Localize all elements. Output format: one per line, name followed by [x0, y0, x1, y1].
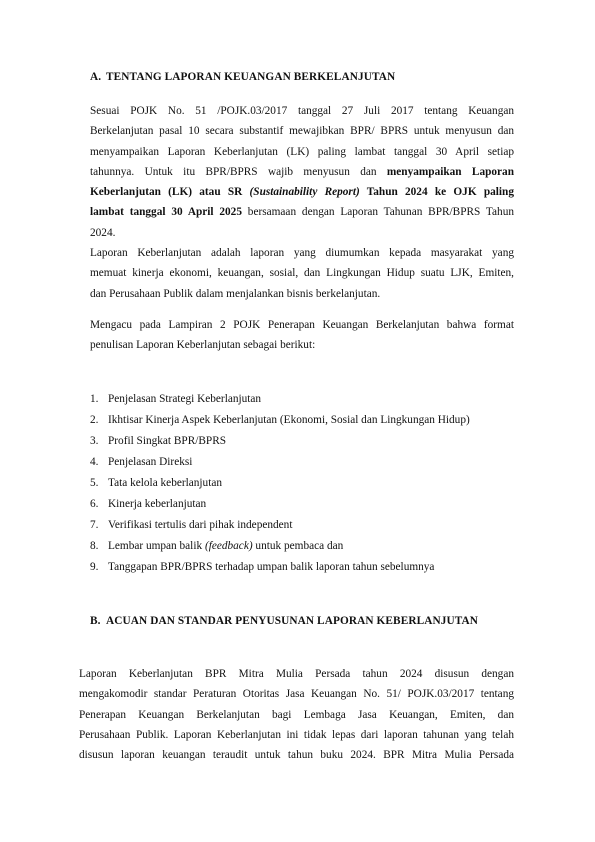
text-line: Laporan Keberlanjutan BPR Mitra Mulia Persada tahun 2024 disusun dengan: [79, 668, 514, 680]
section-b-number: B.: [90, 615, 101, 627]
list-text: Kinerja keberlanjutan: [108, 498, 207, 510]
list-text: Tata kelola keberlanjutan: [108, 477, 223, 489]
list-text: Tanggapan BPR/BPRS terhadap umpan balik laporan tahun sebelumnya: [108, 561, 435, 573]
text-line: Mengacu pada Lampiran 2 POJK Penerapan Keuangan Berkelanjutan bahwa format: [90, 319, 514, 331]
section-a-title: TENTANG LAPORAN KEUANGAN BERKELANJUTAN: [106, 71, 396, 83]
section-a-heading: [90, 71, 395, 83]
list-text: Penjelasan Strategi Keberlanjutan: [108, 393, 262, 405]
bold-text: Tahun 2024 ke OJK paling: [359, 186, 514, 199]
bold-text: menyampaikan Laporan: [386, 165, 514, 178]
list-text: Verifikasi tertulis dari pihak independent: [108, 519, 293, 531]
section-b-heading: [90, 615, 478, 627]
list-number: 4.: [90, 456, 99, 468]
italic-text: (feedback): [204, 540, 253, 552]
list-item: [90, 455, 470, 476]
text-line: [90, 202, 514, 222]
list-text: Profil Singkat BPR/BPRS: [108, 435, 227, 447]
text-line: [90, 162, 514, 182]
bold-italic-text: (Sustainability Report): [249, 186, 360, 199]
list-number: 9.: [90, 561, 99, 573]
section-a-paragraph-1: [90, 101, 514, 243]
list-number: 8.: [90, 540, 99, 552]
list-text: untuk pembaca dan: [252, 540, 344, 552]
list-item: [90, 413, 470, 434]
text-line: menyampaikan Laporan Keberlanjutan (LK) paling lambat tanggal 30 April setiap: [90, 145, 514, 158]
text-line: Perusahaan Publik. Laporan Keberlanjutan ini tidak lepas dari laporan tahunan yang telah: [79, 728, 514, 741]
text-line: [90, 182, 514, 202]
list-item: [90, 539, 470, 560]
list-item: [90, 497, 470, 518]
list-item: [90, 560, 470, 581]
section-a-paragraph-3: [90, 315, 514, 356]
section-a-paragraph-2: [90, 243, 514, 304]
report-format-list: [90, 392, 470, 581]
text-line: mengakomodir standar Peraturan Otoritas Jasa Keuangan No. 51/ POJK.03/2017 tentang: [79, 688, 514, 701]
text-line: Berkelanjutan pasal 10 secara substantif mewajibkan BPR/ BPRS untuk menyusun dan: [90, 125, 514, 138]
text-line: penulisan Laporan Keberlanjutan sebagai berikut:: [90, 339, 316, 352]
list-text: Lembar umpan balik: [108, 540, 205, 552]
list-item: [90, 476, 470, 497]
list-text: Penjelasan Direksi: [108, 456, 193, 468]
section-b-title: ACUAN DAN STANDAR PENYUSUNAN LAPORAN KEBERLANJUTAN: [106, 615, 479, 627]
list-item: [90, 518, 470, 539]
text-line: dan Perusahaan Publik dalam menjalankan bisnis berkelanjutan.: [90, 287, 381, 300]
bold-text: lambat tanggal 30 April 2025: [90, 206, 242, 219]
list-number: 7.: [90, 519, 99, 531]
text-line: disusun laporan keuangan teraudit untuk tahun buku 2024. BPR Mitra Mulia Persada: [79, 749, 514, 762]
list-number: 5.: [90, 477, 99, 489]
list-item: [90, 434, 470, 455]
list-number: 1.: [90, 393, 99, 405]
list-number: 2.: [90, 414, 99, 426]
list-number: 3.: [90, 435, 99, 447]
text-line: Laporan Keberlanjutan adalah laporan yang diumumkan kepada masyarakat yang: [90, 247, 514, 259]
text-line: Penerapan Keuangan Berkelanjutan bagi Lembaga Jasa Keuangan, Emiten, dan: [79, 708, 514, 721]
list-item: [90, 392, 470, 413]
text-run: bersamaan dengan Laporan Tahunan BPR/BPRS Tahun: [241, 206, 514, 219]
text-line: Sesuai POJK No. 51 /POJK.03/2017 tanggal 27 Juli 2017 tentang Keuangan: [90, 105, 514, 117]
text-run: tahunnya. Untuk itu BPR/BPRS wajib menyusun dan: [90, 165, 387, 178]
bold-text: Keberlanjutan (LK) atau SR: [90, 186, 250, 199]
list-text: Ikhtisar Kinerja Aspek Keberlanjutan (Ekonomi, Sosial dan Lingkungan Hidup): [108, 414, 470, 426]
section-a-number: A.: [90, 71, 102, 83]
text-line: 2024.: [90, 226, 116, 239]
section-b-paragraph: [79, 664, 514, 765]
list-number: 6.: [90, 498, 99, 510]
text-line: memuat kinerja ekonomi, keuangan, sosial, dan Lingkungan Hidup suatu LJK, Emiten,: [90, 267, 514, 280]
